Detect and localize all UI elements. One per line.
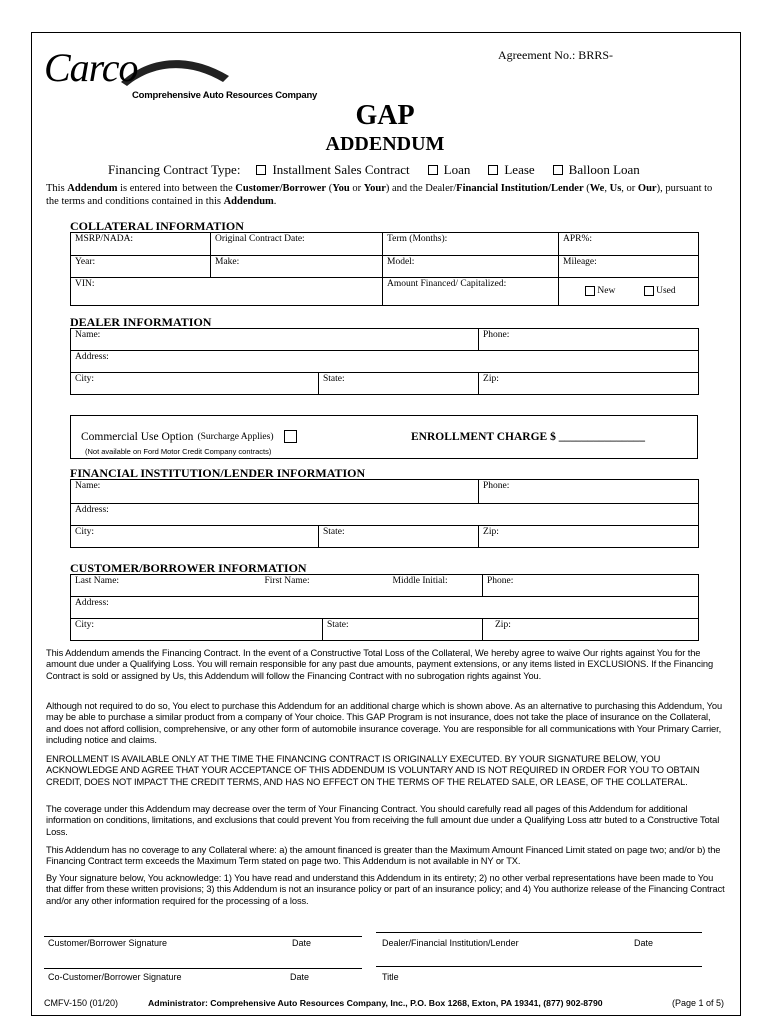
terms-paragraph-6: By Your signature below, You acknowledge: 1) You have read and understand this Addendum in its entirety; 2) no other verbal representations have been made to You that differ from these written provisions; 3) this Addendum is not an insurance policy or part of an insurance policy; and 4) You authorize release of the Financing Contract and/or any other information required for the processing of a loss. [46, 873, 725, 906]
terms-paragraph-4: The coverage under this Addendum may decrease over the term of Your Financing Contract. You should carefully read all pages of this Addendum for additional information on conditions, limitations, and exclusions that could prevent You from receiving the full amount due under a Qualifying Loss attr buted to a Constructive Total Loss. [46, 804, 720, 837]
dealer-address-field[interactable]: Address: [71, 351, 699, 373]
customer-phone-field[interactable]: Phone: [483, 575, 699, 597]
logo-wordmark: Carco [44, 45, 138, 90]
term-field[interactable]: Term (Months): [383, 233, 559, 256]
page-number: (Page 1 of 5) [672, 998, 725, 1008]
commercial-use-row [81, 430, 297, 443]
lender-address-field[interactable]: Address: [71, 504, 699, 526]
terms-paragraph-3: ENROLLMENT IS AVAILABLE ONLY AT THE TIME THE FINANCING CONTRACT IS ORIGINALLY EXECUTED. BY YOUR SIGNATURE BELOW, YOU ACKNOWLEDGE AND AGREE THAT YOUR ACCEPTANCE OF THIS ADDENDUM IS VOLUNTARY AND IS NOT REQUIRED IN ORDER FOR YOU TO OBTAIN CREDIT, DOES NOT IMPACT THE CREDIT TERMS, AND HAS NO EFFECT ON THE TERMS OF THE RELATED SALE, OR LEASE, OF THE COLLATERAL. [46, 754, 700, 787]
terms-paragraph-2: Although not required to do so, You elect to purchase this Addendum for an additional charge which is shown above. As an alternative to purchasing this Addendum, You may be able to purchase a similar product from a company of Your choice. This GAP Program is not insurance, does not take the place of insurance on the Collateral, and does not afford collision, comprehensive, or any other form of automobile insurance coverage. You are responsible for all communications with Your Primary Carrier, including notice and claims. [46, 701, 723, 745]
commercial-use-box [70, 415, 698, 459]
dealer-heading: DEALER INFORMATION [70, 315, 212, 329]
customer-state-field[interactable]: State: [323, 619, 483, 641]
ford-note: (Not available on Ford Motor Credit Company contracts) [85, 447, 272, 456]
lender-table [70, 479, 699, 548]
new-used-cell [559, 278, 699, 306]
customer-heading: CUSTOMER/BORROWER INFORMATION [70, 561, 307, 575]
dealer-date-label: Date [634, 938, 654, 948]
title-line[interactable] [376, 966, 702, 967]
financing-type-label: Financing Contract Type: [108, 162, 241, 177]
form-number: CMFV-150 (01/20) [44, 998, 119, 1008]
page-title: GAP [355, 100, 415, 131]
dealer-phone-field[interactable]: Phone: [479, 329, 699, 351]
dealer-city-field[interactable]: City: [71, 373, 319, 395]
cocustomer-date-label: Date [290, 972, 310, 982]
checkbox-balloon[interactable] [553, 165, 563, 175]
dealer-state-field[interactable]: State: [319, 373, 479, 395]
customer-city-field[interactable]: City: [71, 619, 323, 641]
collateral-table [70, 232, 699, 306]
lender-name-field[interactable]: Name: [71, 480, 479, 504]
amount-financed-field[interactable]: Amount Financed/ Capitalized: [383, 278, 559, 306]
customer-date-label: Date [292, 938, 312, 948]
option-balloon: Balloon Loan [568, 162, 640, 177]
dealer-zip-field[interactable]: Zip: [479, 373, 699, 395]
financing-type-row [108, 162, 640, 178]
lender-heading: FINANCIAL INSTITUTION/LENDER INFORMATION [70, 466, 366, 480]
vin-field[interactable]: VIN: [71, 278, 383, 306]
lender-zip-field[interactable]: Zip: [479, 526, 699, 548]
customer-signature-line[interactable] [44, 936, 362, 937]
new-label: New [597, 286, 616, 297]
enrollment-charge[interactable]: ENROLLMENT CHARGE $ _______________ [411, 431, 645, 443]
dealer-table [70, 328, 699, 395]
commercial-use-label: Commercial Use Option [81, 430, 194, 443]
administrator-info: Administrator: Comprehensive Auto Resources Company, Inc., P.O. Box 1268, Exton, PA 19341, (877) 902-8790 [148, 998, 603, 1008]
option-loan: Loan [443, 162, 471, 177]
dealer-signature-label: Dealer/Financial Institution/Lender [382, 938, 519, 948]
agreement-number: Agreement No.: BRRS- [498, 48, 613, 62]
checkbox-new[interactable] [585, 286, 595, 296]
mileage-field[interactable]: Mileage: [559, 256, 699, 278]
commercial-use-checkbox[interactable] [284, 430, 297, 443]
terms-paragraph-1: This Addendum amends the Financing Contract. In the event of a Constructive Total Loss of the Collateral, We hereby agree to waive Our rights against You for the amount due under a Qualifying Loss. You will remain responsible for any past due amounts, payment extensions, or any items listed in EXCLUSIONS. If the Financing Contract is sold or assigned by Us, this Addendum will follow the Financing Contract with no subrogation rights against You. [46, 648, 714, 681]
make-field[interactable]: Make: [211, 256, 383, 278]
surcharge-label: (Surcharge Applies) [197, 431, 274, 442]
option-lease: Lease [504, 162, 535, 177]
first-name-field[interactable]: First Name: [261, 575, 393, 597]
last-name-field[interactable]: Last Name: [71, 575, 261, 597]
title-label: Title [382, 972, 399, 982]
option-installment: Installment Sales Contract [272, 162, 410, 177]
checkbox-used[interactable] [644, 286, 654, 296]
customer-zip-field[interactable]: Zip: [483, 619, 699, 641]
used-label: Used [656, 286, 676, 297]
year-field[interactable]: Year: [71, 256, 211, 278]
customer-table [70, 574, 699, 641]
checkbox-loan[interactable] [428, 165, 438, 175]
checkbox-lease[interactable] [488, 165, 498, 175]
dealer-name-field[interactable]: Name: [71, 329, 479, 351]
terms-paragraph-5: This Addendum has no coverage to any Collateral where: a) the amount financed is greater than the Maximum Amount Financed Limit stated on page two; and/or b) the Financing Contract term exceeds the Maximum Term stated on page two. This Addendum is not available in NY or TX. [46, 845, 721, 867]
customer-signature-label: Customer/Borrower Signature [48, 938, 168, 948]
middle-initial-field[interactable]: Middle Initial: [393, 575, 483, 597]
cocustomer-signature-line[interactable] [44, 968, 362, 969]
company-logo [44, 45, 318, 106]
dealer-signature-line[interactable] [376, 932, 702, 933]
logo-tagline: Comprehensive Auto Resources Company [132, 90, 318, 101]
apr-field[interactable]: APR%: [559, 233, 699, 256]
intro-paragraph: This Addendum is entered into between the Customer/Borrower (You or Your) and the Dealer/Financial Institution/Lender (We, Us, or Our), pursuant to the terms and conditions contained in this Addendum. [46, 183, 713, 207]
cocustomer-signature-label: Co-Customer/Borrower Signature [48, 972, 182, 982]
collateral-heading: COLLATERAL INFORMATION [70, 219, 244, 233]
msrp-field[interactable]: MSRP/NADA: [71, 233, 211, 256]
customer-address-field[interactable]: Address: [71, 597, 699, 619]
lender-city-field[interactable]: City: [71, 526, 319, 548]
lender-state-field[interactable]: State: [319, 526, 479, 548]
model-field[interactable]: Model: [383, 256, 559, 278]
page-subtitle: ADDENDUM [325, 133, 445, 155]
original-contract-date-field[interactable]: Original Contract Date: [211, 233, 383, 256]
lender-phone-field[interactable]: Phone: [479, 480, 699, 504]
checkbox-installment[interactable] [256, 165, 266, 175]
